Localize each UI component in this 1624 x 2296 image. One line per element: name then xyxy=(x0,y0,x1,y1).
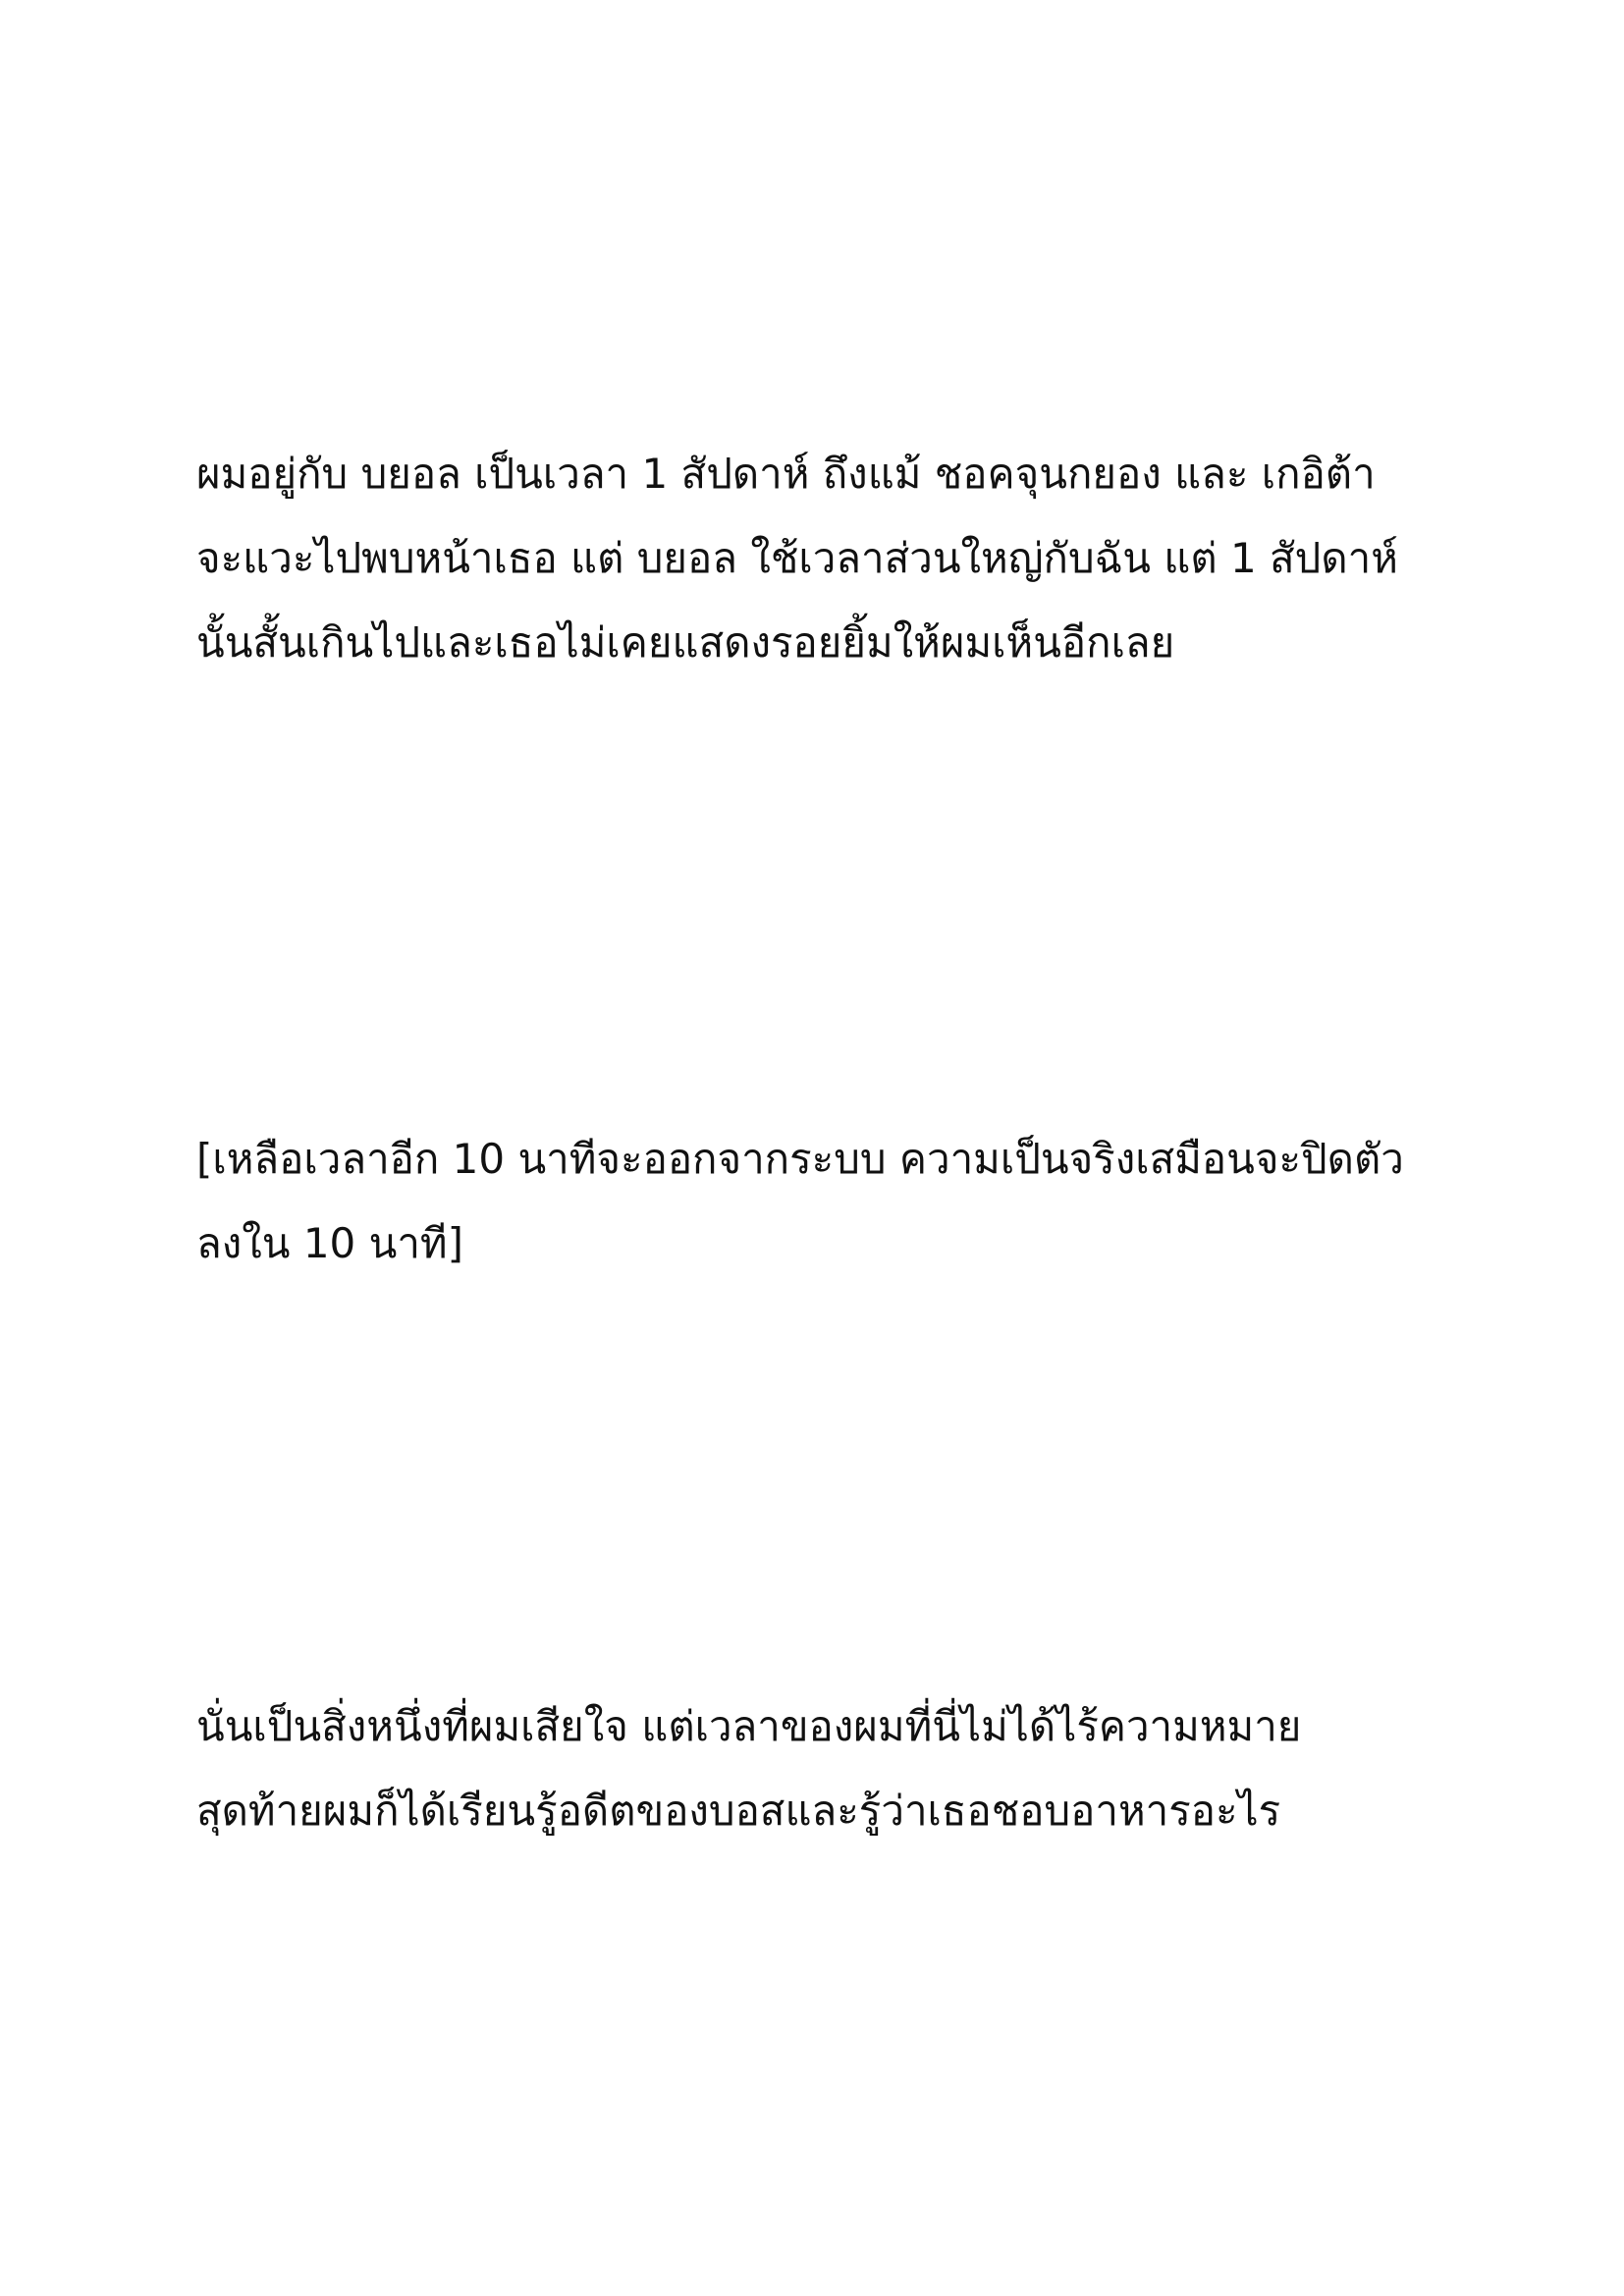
paragraph-reflection xyxy=(196,1702,1473,1875)
text-line: จะแวะไปพบหน้าเธอ แต่ บยอล ใช้เวลาส่วนใหญ่กับฉัน แต่ 1 สัปดาห์ xyxy=(196,534,1398,582)
text-line: ผมอยู่กับ บยอล เป็นเวลา 1 สัปดาห์ ถึงแม้ ชอคจุนกยอง และ เกอิต้า xyxy=(196,450,1376,498)
text-line: [เหลือเวลาอีก 10 นาทีจะออกจากระบบ ความเป็นจริงเสมือนจะปิดตัว xyxy=(196,1135,1404,1183)
text-line: ลงใน 10 นาที] xyxy=(196,1219,463,1267)
paragraph-stay-with-byeol xyxy=(196,450,1473,707)
text-line: นั่นเป็นสิ่งหนึ่งที่ผมเสียใจ แต่เวลาของผมที่นี่ไม่ได้ไร้ความหมาย xyxy=(196,1702,1302,1750)
paragraph-system-notice xyxy=(196,1135,1473,1308)
text-line: นั้นสั้นเกินไปและเธอไม่เคยแสดงรอยยิ้มให้ผมเห็นอีกเลย xyxy=(196,618,1175,667)
text-line: สุดท้ายผมก็ได้เรียนรู้อดีตของบอสและรู้ว่าเธอชอบอาหารอะไร xyxy=(196,1787,1281,1835)
